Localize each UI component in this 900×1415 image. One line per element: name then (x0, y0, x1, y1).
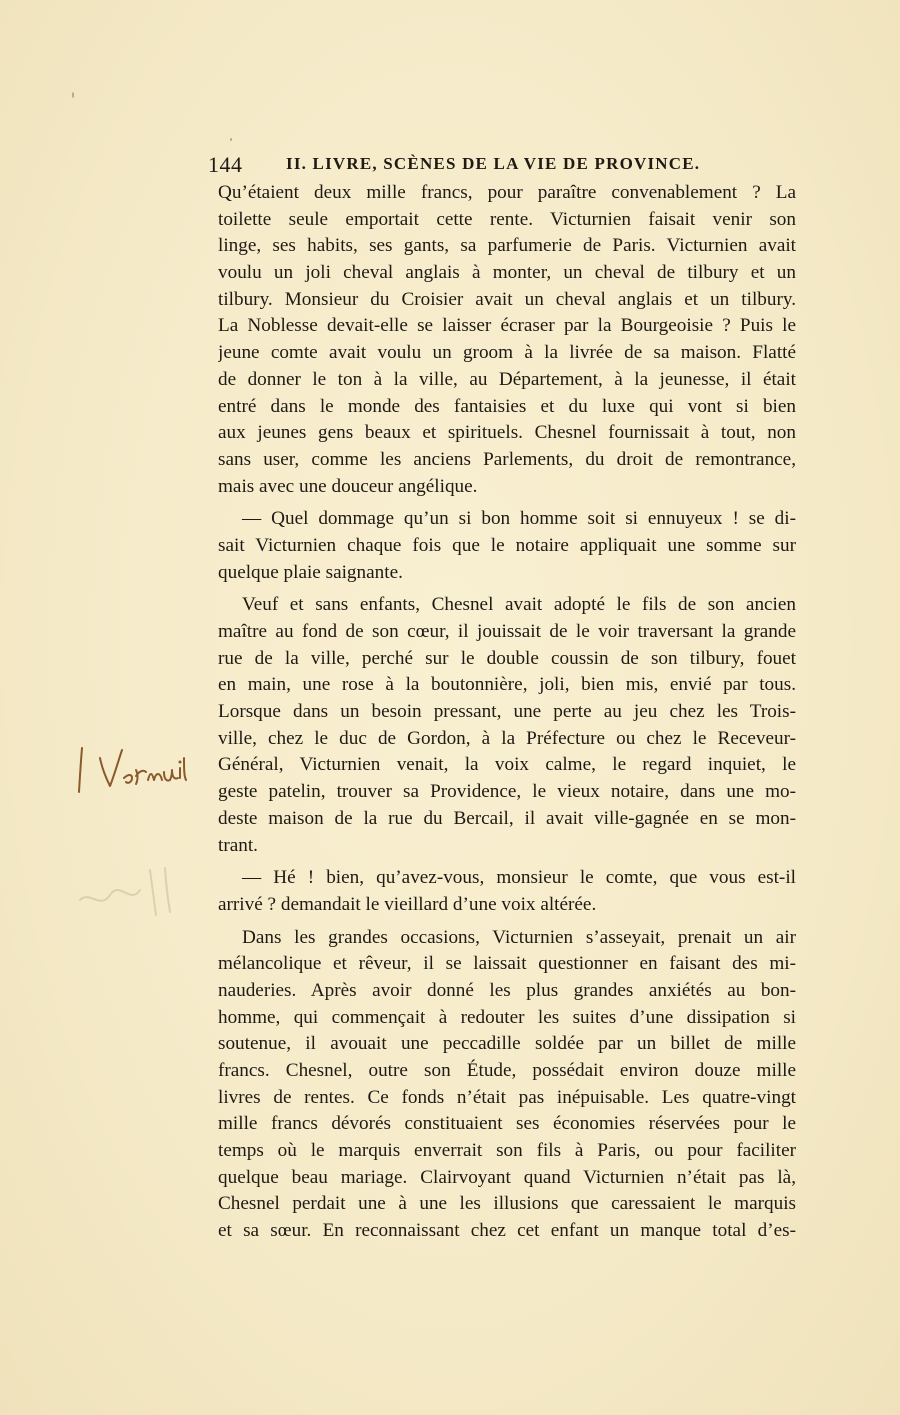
text-line: linge, ses habits, ses gants, sa parfumerie de Paris. Victurnien avait (218, 235, 796, 257)
text-line: quelque plaie saignante. (218, 561, 403, 583)
paragraph (218, 180, 796, 500)
text-line: — Quel dommage qu’un si bon homme soit si ennuyeux ! se di- (242, 508, 796, 530)
page-number: 144 (208, 152, 243, 177)
text-line: Général, Victurnien venait, la voix calme, le regard inquiet, le (218, 754, 796, 776)
text-line: livres de rentes. Ce fonds n’était pas inépuisable. Les quatre-vingt (218, 1086, 796, 1108)
text-line: rue de la ville, perché sur le double coussin de son tilbury, fouet (218, 647, 796, 669)
paragraph (218, 925, 796, 1245)
text-line: mille francs dévorés constituaient ses économies réservées pour le (218, 1113, 796, 1135)
text-line: Lorsque dans un besoin pressant, une perte au jeu chez les Trois- (218, 701, 796, 723)
text-line: de donner le ton à la ville, au Département, à la jeunesse, il était (218, 368, 796, 390)
text-line: — Hé ! bien, qu’avez-vous, monsieur le comte, que vous est-il (242, 867, 796, 889)
text-line: sait Victurnien chaque fois que le notaire appliquait une somme sur (218, 534, 796, 556)
handwritten-verneuil-signature (76, 740, 206, 800)
text-line: quelque beau mariage. Clairvoyant quand Victurnien n’était pas là, (218, 1166, 796, 1188)
text-line: jeune comte avait voulu un groom à la livrée de sa maison. Flatté (218, 342, 796, 364)
paragraph (218, 592, 796, 859)
text-line: geste patelin, trouver sa Providence, le vieux notaire, dans une mo- (218, 781, 796, 803)
text-line: toilette seule emportait cette rente. Victurnien faisait venir son (218, 208, 796, 230)
page-header (208, 152, 728, 182)
running-head: II. LIVRE, SCÈNES DE LA VIE DE PROVINCE. (286, 154, 701, 173)
text-line: entré dans le monde des fantaisies et du luxe qui vont si bien (218, 395, 796, 417)
text-line: sans user, comme les anciens Parlements, du droit de remontrance, (218, 448, 796, 470)
paragraph (218, 506, 796, 586)
text-line: et sa sœur. En reconnaissant chez cet enfant un manque total d’es- (218, 1220, 796, 1242)
text-line: mélancolique et rêveur, il se laissait questionner en faisant des mi- (218, 953, 796, 975)
text-line: nauderies. Après avoir donné les plus grandes anxiétés au bon- (218, 979, 796, 1001)
text-line: voulu un joli cheval anglais à monter, un cheval de tilbury et un (218, 262, 796, 284)
faint-show-through-mark (70, 860, 190, 920)
text-line: La Noblesse devait-elle se laisser écraser par la Bourgeoisie ? Puis le (218, 315, 796, 337)
text-line: aux jeunes gens beaux et spirituels. Chesnel fournissait à tout, non (218, 422, 796, 444)
paper-speck (230, 138, 232, 141)
body-text (218, 180, 796, 1245)
text-line: trant. (218, 834, 258, 856)
text-line: mais avec une douceur angélique. (218, 475, 478, 497)
handwritten-margin-note (76, 740, 206, 800)
paragraph (218, 865, 796, 918)
text-line: Veuf et sans enfants, Chesnel avait adopté le fils de son ancien (242, 594, 796, 616)
paper-speck (72, 92, 74, 98)
text-line: Chesnel perdait une à une les illusions que caressaient le marquis (218, 1193, 796, 1215)
text-line: en main, une rose à la boutonnière, joli, bien mis, envié par tous. (218, 674, 796, 696)
text-line: ville, chez le duc de Gordon, à la Préfecture ou chez le Receveur- (218, 727, 796, 749)
text-line: temps où le marquis enverrait son fils à Paris, ou pour faciliter (218, 1140, 796, 1162)
text-line: Dans les grandes occasions, Victurnien s’asseyait, prenait un air (242, 926, 796, 948)
text-line: maître au fond de son cœur, il jouissait de le voir traversant la grande (218, 621, 796, 642)
text-line: tilbury. Monsieur du Croisier avait un cheval anglais et un tilbury. (218, 288, 796, 310)
text-line: homme, qui commençait à redouter les suites d’une dissipation si (218, 1006, 796, 1028)
text-line: Qu’étaient deux mille francs, pour paraître convenablement ? La (218, 182, 796, 203)
text-line: soutenue, il avouait une peccadille soldée par un billet de mille (218, 1033, 796, 1055)
text-line: deste maison de la rue du Bercail, il avait ville-gagnée en se mon- (218, 807, 796, 829)
text-line: arrivé ? demandait le vieillard d’une voix altérée. (218, 893, 597, 915)
text-line: francs. Chesnel, outre son Étude, possédait environ douze mille (218, 1060, 796, 1081)
